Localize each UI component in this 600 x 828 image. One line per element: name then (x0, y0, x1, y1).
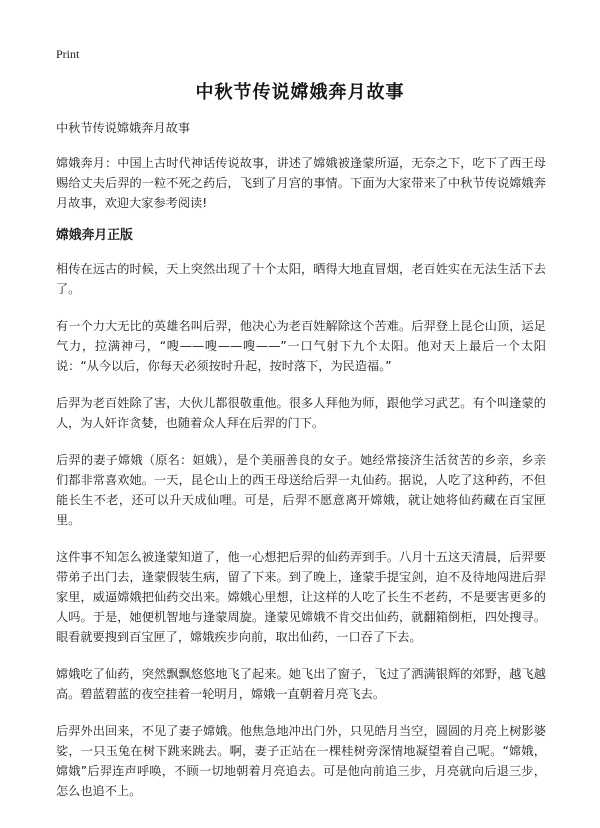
story-paragraph: 后羿为老百姓除了害，大伙儿都很敬重他。很多人拜他为师，跟他学习武艺。有个叫逢蒙的人，为人奸诈贪婪，也随着众人拜在后羿的门下。 (56, 396, 546, 430)
story-paragraph: 相传在远古的时候，天上突然出现了十个太阳，晒得大地直冒烟，老百姓实在无法生活下去了。 (56, 262, 546, 296)
story-paragraph: 嫦娥吃了仙药，突然飘飘悠悠地飞了起来。她飞出了窗子，飞过了洒满银辉的郊野，越飞越高。碧蓝碧蓝的夜空挂着一轮明月，嫦娥一直朝着月亮飞去。 (56, 667, 546, 701)
article-body (56, 118, 546, 818)
story-paragraph: 后羿的妻子嫦娥（原名：姮娥），是个美丽善良的女子。她经常接济生活贫苦的乡亲，乡亲们都非常喜欢她。一天，昆仑山上的西王母送给后羿一丸仙药。据说，人吃了这种药，不但能长生不老，还可以升天成仙哩。可是，后羿不愿意离开嫦娥，就让她将仙药藏在百宝匣里。 (56, 453, 546, 527)
article-subtitle: 中秋节传说嫦娥奔月故事 (56, 121, 191, 135)
intro-paragraph: 嫦娥奔月：中国上古时代神话传说故事，讲述了嫦娥被逢蒙所逼，无奈之下，吃下了西王母赐给丈夫后羿的一粒不死之药后，飞到了月宫的事情。下面为大家带来了中秋节传说嫦娥奔月故事，欢迎大家参考阅读! (56, 156, 546, 210)
story-paragraph: 有一个力大无比的英雄名叫后羿，他决心为老百姓解除这个苦难。后羿登上昆仑山顶，运足气力，拉满神弓，“嗖——嗖——嗖——”一口气射下九个太阳。他对天上最后一个太阳说：“从今以后，你每天必须按时升起，按时落下，为民造福。” (56, 319, 546, 373)
print-link[interactable]: Print (56, 47, 80, 61)
page-title: 中秋节传说嫦娥奔月故事 (195, 82, 405, 103)
section-heading: 嫦娥奔月正版 (56, 228, 133, 243)
story-paragraph: 这件事不知怎么被逢蒙知道了，他一心想把后羿的仙药弄到手。八月十五这天清晨，后羿要带弟子出门去，逢蒙假装生病，留了下来。到了晚上，逢蒙手提宝剑，迫不及待地闯进后羿家里，威逼嫦娥把仙药交出来。嫦娥心里想，让这样的人吃了长生不老药，不是要害更多的人吗。于是，她便机智地与逢蒙周旋。逢蒙见嫦娥不肯交出仙药，就翻箱倒柜，四处搜寻。眼看就要搜到百宝匣了，嫦娥疾步向前，取出仙药，一口吞了下去。 (56, 550, 546, 644)
story-paragraph: 后羿外出回来，不见了妻子嫦娥。他焦急地冲出门外，只见皓月当空，圆圆的月亮上树影婆娑，一只玉兔在树下跳来跳去。啊，妻子正站在一棵桂树旁深情地凝望着自己呢。“嫦娥，嫦娥”后羿连声呼唤，不顾一切地朝着月亮追去。可是他向前追三步，月亮就向后退三步，怎么也追不上。 (56, 724, 546, 798)
